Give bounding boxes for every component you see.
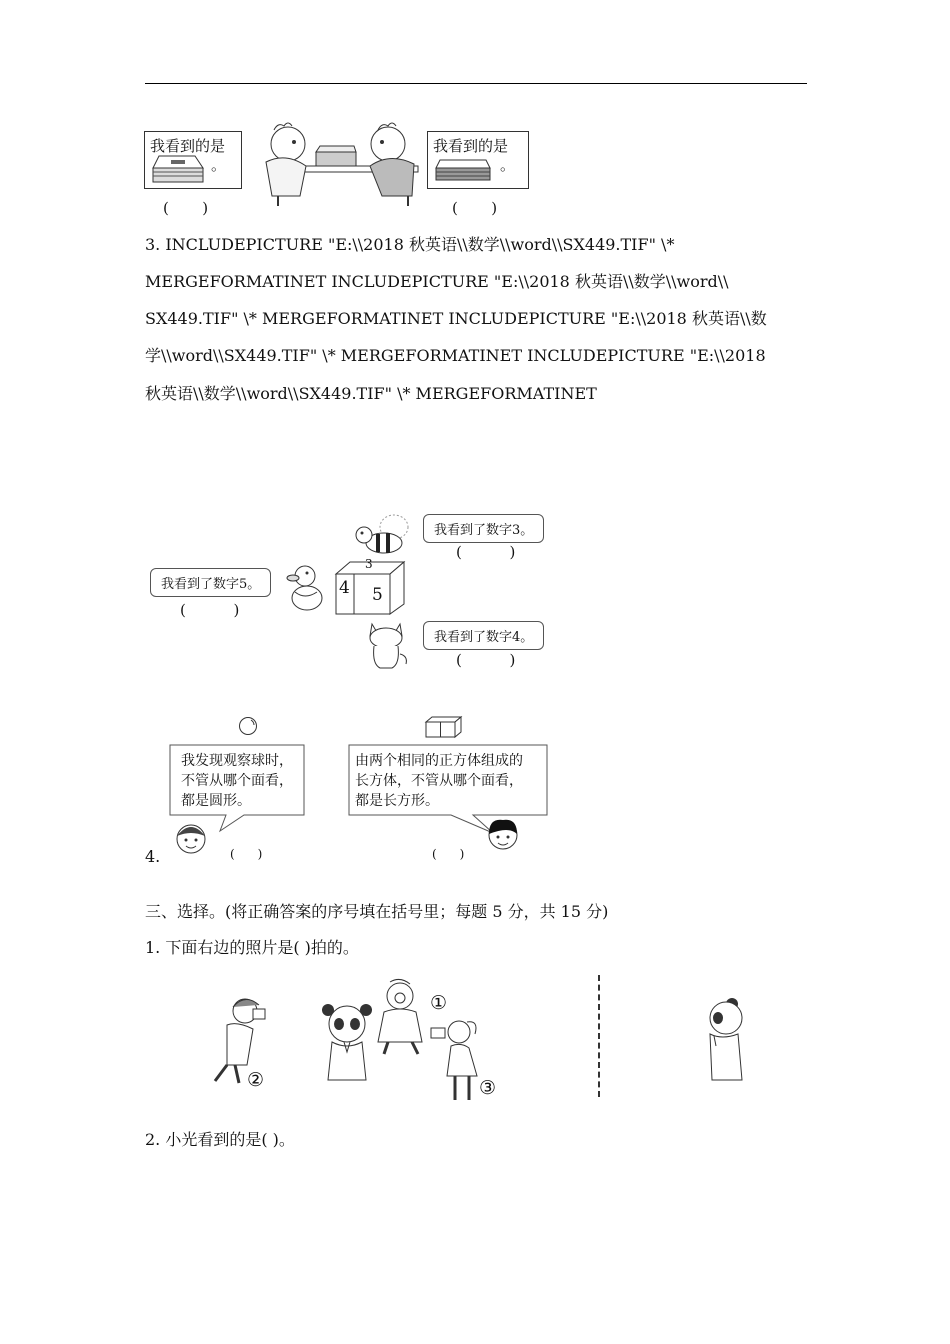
cube-left-number: 4 xyxy=(339,578,350,598)
boy-face-icon xyxy=(172,820,210,856)
q4-number: 4. xyxy=(145,847,161,866)
right-judge-answer[interactable]: ( ) xyxy=(432,847,465,861)
left-view-box xyxy=(144,131,242,189)
option-1-label: ① xyxy=(430,992,448,1014)
bee-speech-bubble: 我看到了数字3。 xyxy=(423,514,544,543)
panda-side-photo xyxy=(696,996,752,1088)
left-view-label: 我看到的是 xyxy=(150,137,226,155)
right-view-answer[interactable]: ( ) xyxy=(452,199,498,217)
duck-icon xyxy=(285,562,325,614)
left-judge-answer[interactable]: ( ) xyxy=(230,847,263,861)
right-view-label: 我看到的是 xyxy=(433,137,509,155)
right-book-stack-icon xyxy=(434,158,494,184)
q3-line-2: MERGEFORMATINET INCLUDEPICTURE "E:\\2018 秋英语\\数学\\word\\ xyxy=(145,272,729,291)
cube-top-number: 3 xyxy=(365,557,373,571)
right-view-box xyxy=(427,131,529,189)
photographer-3-illustration xyxy=(425,1018,485,1106)
duck-answer[interactable]: ( ) xyxy=(180,601,240,619)
header-rule xyxy=(145,83,807,84)
panda-front-illustration xyxy=(318,1002,376,1088)
q3-line-1: 3. INCLUDEPICTURE "E:\\2018 秋英语\\数学\\word\\SX449.TIF" \* xyxy=(145,235,675,254)
cube-front-number: 5 xyxy=(372,585,383,605)
cat-answer[interactable]: ( ) xyxy=(456,651,516,669)
bee-icon xyxy=(350,513,410,557)
ball-icon xyxy=(238,716,258,736)
left-view-period: 。 xyxy=(211,156,227,174)
photo-divider xyxy=(598,975,600,1097)
photographer-1-illustration xyxy=(372,978,430,1062)
ball-statement: 我发现观察球时， 不管从哪个面看， 都是圆形。 xyxy=(181,753,293,809)
section-3-q2: 2. 小光看到的是( )。 xyxy=(145,1130,295,1149)
bee-answer[interactable]: ( ) xyxy=(456,543,516,561)
right-view-period: 。 xyxy=(500,156,516,174)
q3-line-4: 学\\word\\SX449.TIF" \* MERGEFORMATINET INCLUDEPICTURE "E:\\2018 xyxy=(145,346,766,365)
option-2-label: ② xyxy=(247,1069,265,1091)
q3-line-5: 秋英语\\数学\\word\\SX449.TIF" \* MERGEFORMATINET xyxy=(145,384,597,403)
left-book-stack-icon xyxy=(151,154,205,186)
kids-at-table-illustration xyxy=(258,122,428,208)
cat-speech-bubble: 我看到了数字4。 xyxy=(423,621,544,650)
duck-speech-bubble: 我看到了数字5。 xyxy=(150,568,271,597)
left-view-answer[interactable]: ( ) xyxy=(163,199,209,217)
girl-face-icon xyxy=(484,816,522,852)
photographer-2-illustration xyxy=(205,995,275,1093)
section-3-heading: 三、选择。(将正确答案的序号填在括号里；每题 5 分，共 15 分) xyxy=(145,902,609,921)
cuboid-statement: 由两个相同的正方体组成的 长方体，不管从哪个面看， 都是长方形。 xyxy=(355,753,523,809)
option-3-label: ③ xyxy=(479,1077,497,1099)
cat-icon xyxy=(366,620,410,670)
section-3-q1: 1. 下面右边的照片是( )拍的。 xyxy=(145,938,359,957)
q3-line-3: SX449.TIF" \* MERGEFORMATINET INCLUDEPICTURE "E:\\2018 秋英语\\数 xyxy=(145,309,767,328)
cuboid-icon xyxy=(424,716,464,738)
